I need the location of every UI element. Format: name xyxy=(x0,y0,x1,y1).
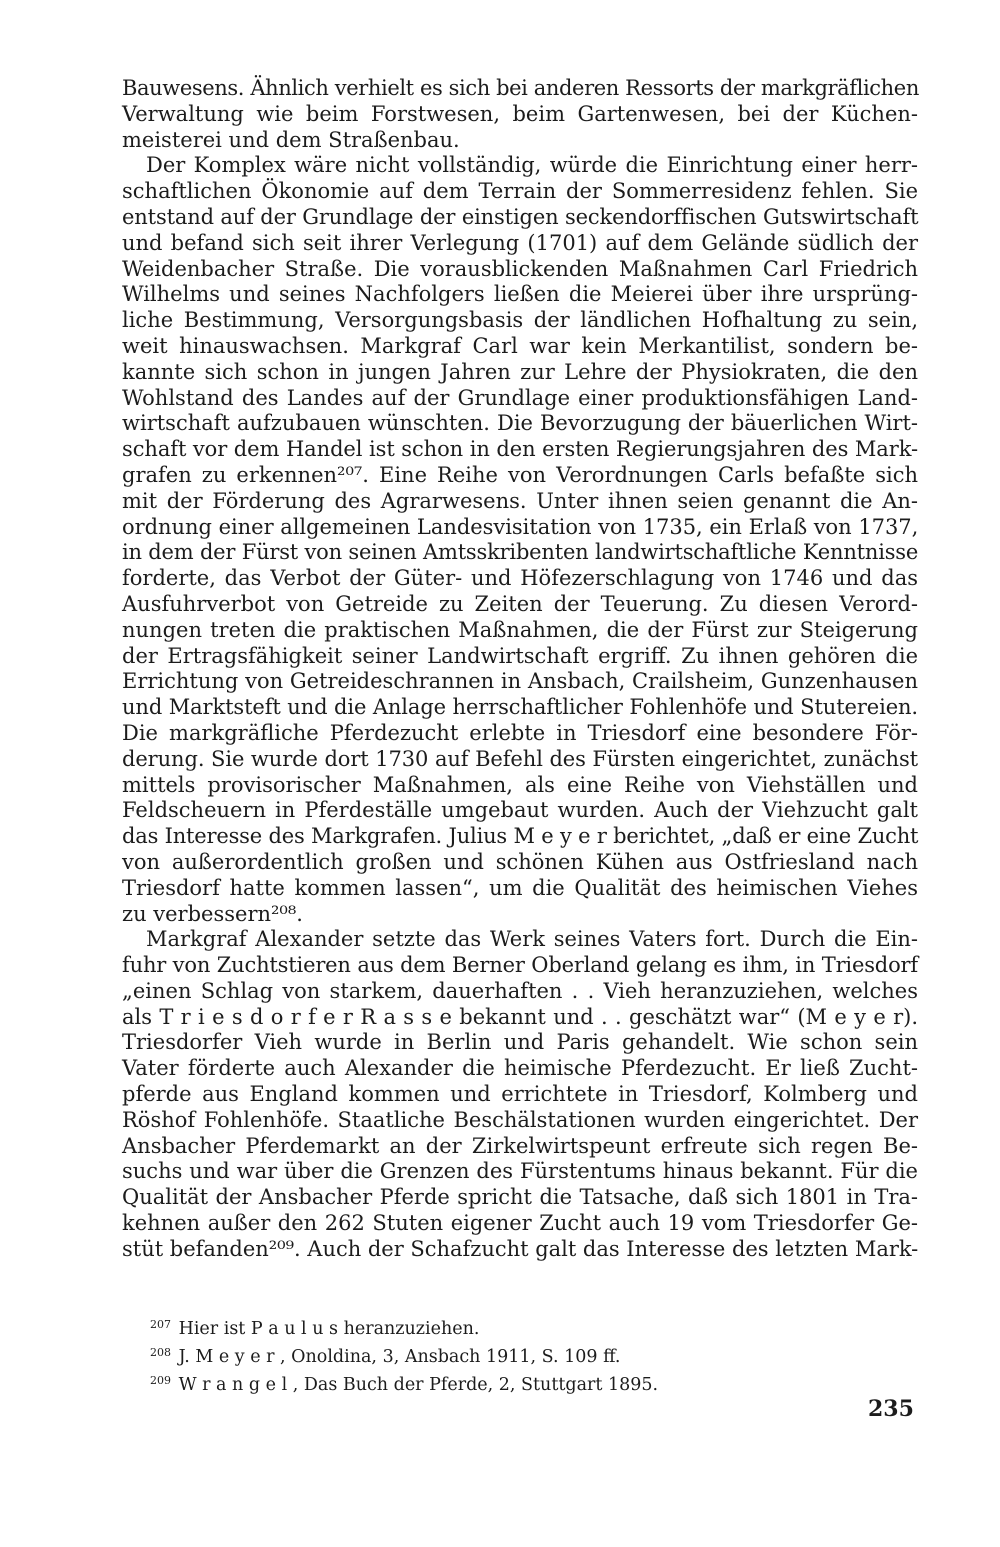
text-line: pferde aus England kommen und errichtete in Triesdorf, Kolmberg und xyxy=(122,1082,918,1107)
text-line: zu verbessern²⁰⁸. xyxy=(122,901,303,926)
text-line: Ansbacher Pferdemarkt an der Zirkelwirtspeunt erfreute sich regen Be- xyxy=(122,1133,918,1158)
text-line: schaftlichen Ökonomie auf dem Terrain der Sommerresidenz fehlen. Sie xyxy=(122,179,918,204)
text-line: Triesdorfer Vieh wurde in Berlin und Paris gehandelt. Wie schon sein xyxy=(122,1030,918,1055)
text-line: suchs und war über die Grenzen des Fürstentums hinaus bekannt. Für die xyxy=(122,1159,918,1184)
text-line: grafen zu erkennen²⁰⁷. Eine Reihe von Verordnungen Carls befaßte sich xyxy=(122,462,918,487)
text-line: Der Komplex wäre nicht vollständig, würde die Einrichtung einer herr- xyxy=(146,153,918,178)
text-line: das Interesse des Markgrafen. Julius M e y e r berichtet, „daß er eine Zucht xyxy=(122,824,919,849)
footnote xyxy=(122,1369,918,1397)
text-line: und Marktsteft und die Anlage herrschaftlicher Fohlenhöfe und Stutereien. xyxy=(122,695,918,720)
text-line: nungen treten die praktischen Maßnahmen, die der Fürst zur Steigerung xyxy=(122,617,918,642)
footnote xyxy=(122,1341,918,1369)
text-line: als T r i e s d o r f e r R a s s e bekannt und . . geschätzt war“ (M e y e r). xyxy=(122,1004,918,1029)
text-line: mittels provisorischer Maßnahmen, als eine Reihe von Viehställen und xyxy=(122,772,918,797)
text-line: ordnung einer allgemeinen Landesvisitation von 1735, ein Erlaß von 1737, xyxy=(122,514,919,539)
footnote-text: W r a n g e l , Das Buch der Pferde, 2, Stuttgart 1895. xyxy=(178,1375,659,1396)
text-line: kannte sich schon in jungen Jahren zur Lehre der Physiokraten, die den xyxy=(122,359,918,384)
text-line: wirtschaft aufzubauen wünschten. Die Bevorzugung der bäuerlichen Wirt- xyxy=(122,411,918,436)
footnotes xyxy=(122,1313,918,1398)
text-line: Ausfuhrverbot von Getreide zu Zeiten der Teuerung. Zu diesen Verord- xyxy=(122,591,918,616)
footnote xyxy=(122,1313,918,1341)
text-line: Feldscheuern in Pferdeställe umgebaut wurden. Auch der Viehzucht galt xyxy=(122,798,918,823)
text-line: Wohlstand des Landes auf der Grundlage einer produktionsfähigen Land- xyxy=(122,385,918,410)
text-line: forderte, das Verbot der Güter- und Höfezerschlagung von 1746 und das xyxy=(122,566,918,591)
text-line: entstand auf der Grundlage der einstigen seckendorffischen Gutswirtschaft xyxy=(122,204,919,229)
body-text xyxy=(122,76,918,1263)
text-line: Markgraf Alexander setzte das Werk seines Vaters fort. Durch die Ein- xyxy=(146,927,918,952)
footnote-text: Hier ist P a u l u s heranzuziehen. xyxy=(178,1319,480,1339)
text-line: weit hinauswachsen. Markgraf Carl war kein Merkantilist, sondern be- xyxy=(122,333,918,358)
text-line: Wilhelms und seines Nachfolgers ließen die Meierei über ihre ursprüng- xyxy=(122,282,918,307)
text-line: derung. Sie wurde dort 1730 auf Befehl des Fürsten eingerichtet, zunächst xyxy=(122,746,918,771)
text-line: in dem der Fürst von seinen Amtsskribenten landwirtschaftliche Kenntnisse xyxy=(122,540,919,565)
text-line: schaft vor dem Handel ist schon in den ersten Regierungsjahren des Mark- xyxy=(122,437,918,462)
footnote-number: 209 xyxy=(150,1374,171,1388)
text-line: Qualität der Ansbacher Pferde spricht die Tatsache, daß sich 1801 in Tra- xyxy=(122,1185,918,1210)
footnote-number: 207 xyxy=(150,1318,171,1331)
text-line: Triesdorf hatte kommen lassen“, um die Qualität des heimischen Viehes xyxy=(122,875,918,900)
text-line: fuhr von Zuchtstieren aus dem Berner Oberland gelang es ihm, in Triesdorf xyxy=(122,953,918,978)
text-line: kehnen außer den 262 Stuten eigener Zucht auch 19 vom Triesdorfer Ge- xyxy=(122,1211,918,1236)
text-line: liche Bestimmung, Versorgungsbasis der ländlichen Hofhaltung zu sein, xyxy=(122,308,918,333)
text-line: Errichtung von Getreideschrannen in Ansbach, Crailsheim, Gunzenhausen xyxy=(122,669,918,694)
text-line: Verwaltung wie beim Forstwesen, beim Gartenwesen, bei der Küchen- xyxy=(122,101,918,126)
text-line: „einen Schlag von starkem, dauerhaften . . Vieh heranzuziehen, welches xyxy=(122,978,918,1003)
text-line: Weidenbacher Straße. Die vorausblickenden Maßnahmen Carl Friedrich xyxy=(122,256,918,281)
text-line: meisterei und dem Straßenbau. xyxy=(122,127,460,152)
text-line: der Ertragsfähigkeit seiner Landwirtschaft ergriff. Zu ihnen gehören die xyxy=(122,643,918,668)
footnote-number: 208 xyxy=(150,1346,171,1360)
text-line: Die markgräfliche Pferdezucht erlebte in Triesdorf eine besondere För- xyxy=(122,720,918,745)
text-line: Bauwesens. Ähnlich verhielt es sich bei anderen Ressorts der markgräflichen xyxy=(122,76,919,100)
page-number: 235 xyxy=(868,1396,914,1422)
footnote-text: J. M e y e r , Onoldina, 3, Ansbach 1911, S. 109 ff. xyxy=(178,1347,621,1368)
text-line: und befand sich seit ihrer Verlegung (1701) auf dem Gelände südlich der xyxy=(122,230,918,255)
text-line: von außerordentlich großen und schönen Kühen aus Ostfriesland nach xyxy=(122,849,918,874)
text-line: mit der Förderung des Agrarwesens. Unter ihnen seien genannt die An- xyxy=(122,488,918,513)
text-line: Vater förderte auch Alexander die heimische Pferdezucht. Er ließ Zucht- xyxy=(122,1056,918,1081)
text-line: Röshof Fohlenhöfe. Staatliche Beschälstationen wurden eingerichtet. Der xyxy=(122,1107,918,1132)
text-line: stüt befanden²⁰⁹. Auch der Schafzucht galt das Interesse des letzten Mark- xyxy=(122,1236,919,1261)
